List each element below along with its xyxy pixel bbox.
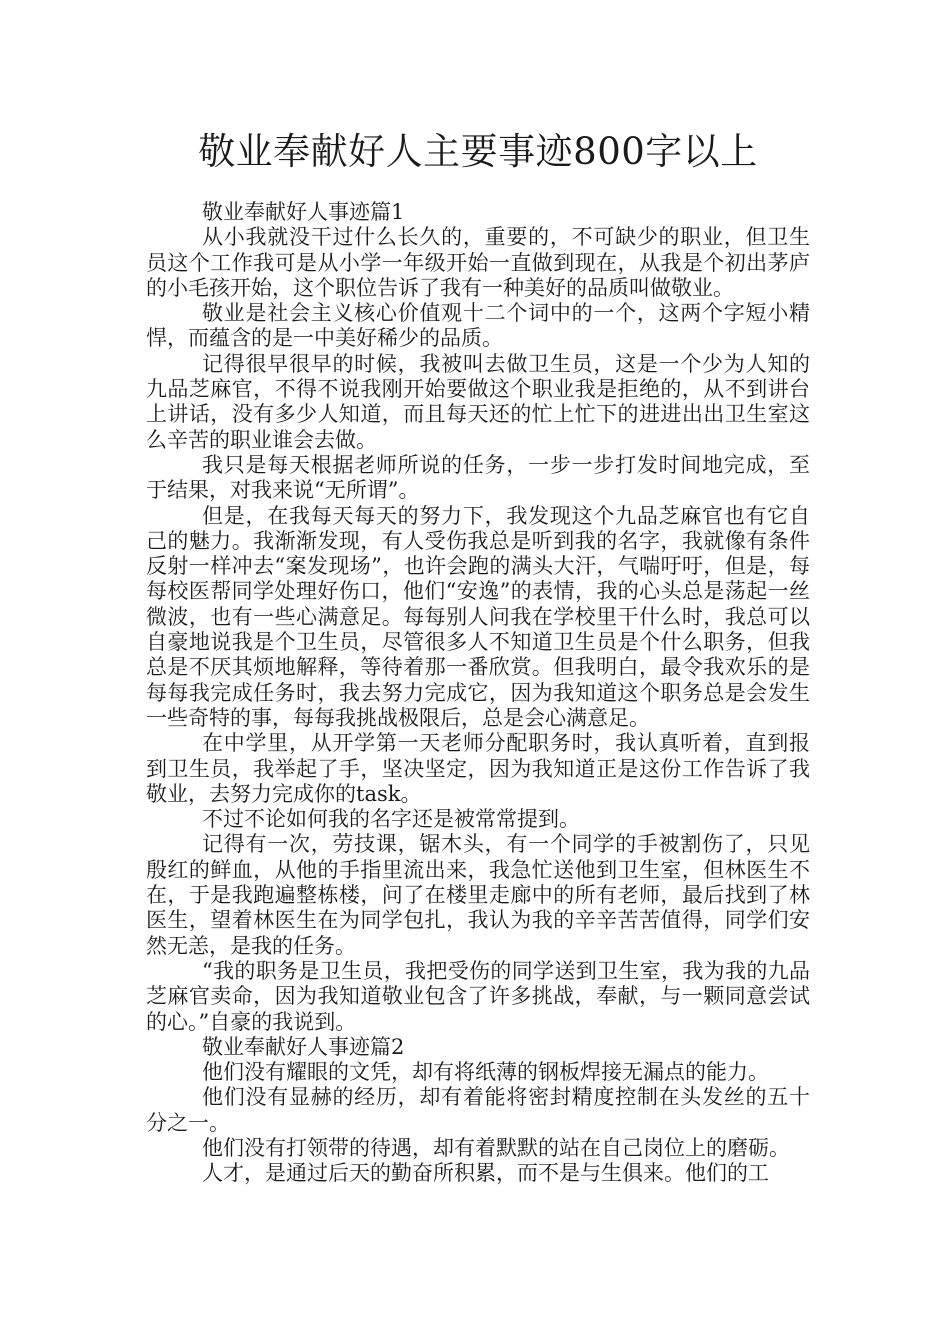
paragraph: 记得有一次，劳技课，锯木头，有一个同学的手被割伤了，只见殷红的鲜血，从他的手指里流出来，我急忙送他到卫生室，但林医生不在，于是我跑遍整栋楼，问了在楼里走廊中的所有老师，最后找到了林医生，望着林医生在为同学包扎，我认为我的辛辛苦苦值得，同学们安然无恙，是我的任务。 [146,832,810,958]
paragraph: 记得很早很早的时候，我被叫去做卫生员，这是一个少为人知的九品芝麻官，不得不说我刚开始要做这个职业我是拒绝的，从不到讲台上讲话，没有多少人知道，而且每天还的忙上忙下的进进出出卫生室这么辛苦的职业谁会去做。 [146,351,810,452]
paragraph: 他们没有打领带的待遇，却有着默默的站在自己岗位上的磨砺。 [202,1135,790,1160]
paragraph: 人才，是通过后天的勤奋所积累，而不是与生俱来。他们的工 [202,1161,769,1186]
section-heading-1: 敬业奉献好人事迹篇1 [202,200,405,224]
paragraph: 在中学里，从开学第一天老师分配职务时，我认真听着，直到报到卫生员，我举起了手，坚决坚定，因为我知道正是这份工作告诉了我敬业，去努力完成你的task。 [146,731,810,806]
document-page [146,0,810,1187]
paragraph: 他们没有显赫的经历，却有着能将密封精度控制在头发丝的五十分之一。 [146,1085,810,1135]
paragraph: 敬业是社会主义核心价值观十二个词中的一个，这两个字短小精悍，而蕴含的是一中美好稀少的品质。 [146,301,810,351]
paragraph: 从小我就没干过什么长久的，重要的，不可缺少的职业，但卫生员这个工作我可是从小学一年级开始一直做到现在，从我是个初出茅庐的小毛孩开始，这个职位告诉了我有一种美好的品质叫做敬业。 [146,225,810,300]
paragraph: 不过不论如何我的名字还是被常常提到。 [202,807,580,832]
document-body [146,200,810,1187]
paragraph: 但是，在我每天每天的努力下，我发现这个九品芝麻官也有它自己的魅力。我渐渐发现，有人受伤我总是听到我的名字，我就像有条件反射一样冲去“案发现场”，也许会跑的满头大汗，气喘吁吁，但是，每每校医帮同学处理好伤口，他们“安逸”的表情，我的心头总是荡起一丝微波，也有一些心满意足。每每别人问我在学校里干什么时，我总可以自豪地说我是个卫生员，尽管很多人不知道卫生员是个什么职务，但我总是不厌其烦地解释，等待着那一番欣赏。但我明白，最令我欢乐的是每每我完成任务时，我去努力完成它，因为我知道这个职务总是会发生一些奇特的事，每每我挑战极限后，总是会心满意足。 [146,503,810,730]
paragraph: 我只是每天根据老师所说的任务，一步一步打发时间地完成，至于结果，对我来说“无所谓”。 [146,452,810,503]
paragraph: 他们没有耀眼的文凭，却有将纸薄的钢板焊接无漏点的能力。 [202,1060,769,1085]
section-heading-2: 敬业奉献好人事迹篇2 [202,1034,405,1059]
document-title: 敬业奉献好人主要事迹800字以上 [198,130,758,173]
paragraph: “我的职务是卫生员，我把受伤的同学送到卫生室，我为我的九品芝麻官卖命，因为我知道敬业包含了许多挑战，奉献，与一颗同意尝试的心。”自豪的我说到。 [146,958,810,1034]
